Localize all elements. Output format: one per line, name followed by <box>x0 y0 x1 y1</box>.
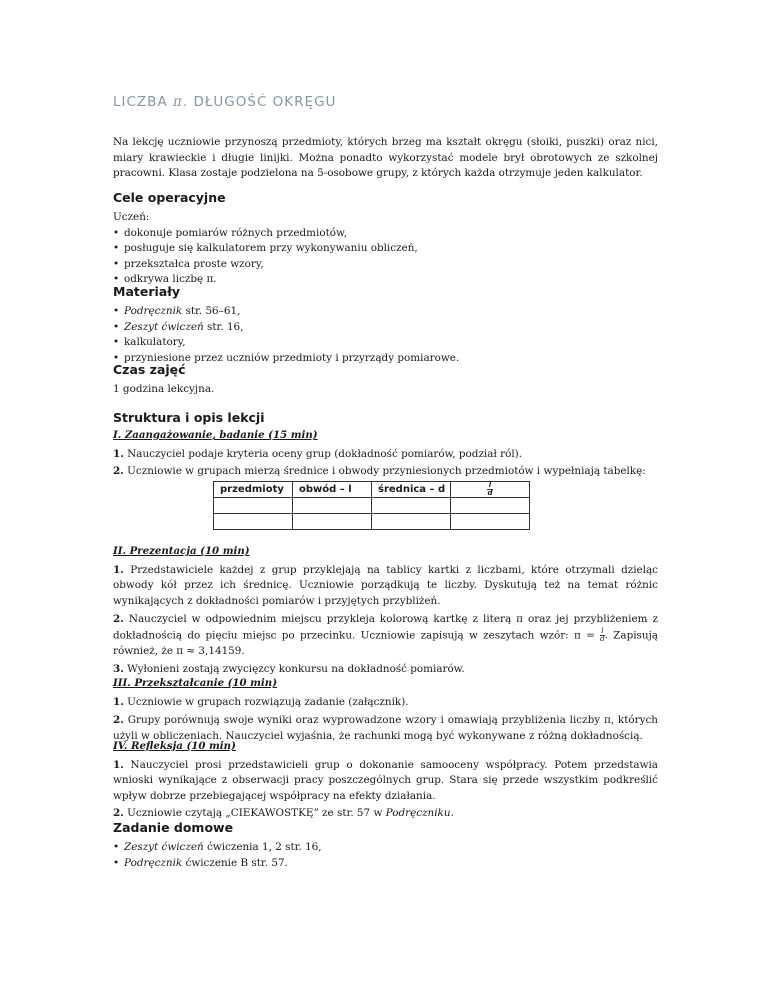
item-text: przyniesione przez uczniów przedmioty i przyrządy pomiarowe. <box>124 351 460 364</box>
section-2-heading: II. Prezentacja (10 min) <box>113 545 250 557</box>
cele-heading: Cele operacyjne <box>113 190 226 205</box>
table-cell <box>451 498 530 514</box>
paragraph-text: Uczniowie czytają „CIEKAWOSTKĘ” ze str. 57 w <box>123 807 386 819</box>
paragraph-italic: Podręczniku. <box>385 807 454 819</box>
table-row <box>214 498 530 514</box>
table-cell <box>293 514 372 530</box>
table-cell <box>372 498 451 514</box>
paragraph-text: Nauczyciel podaje kryteria oceny grup (dokładność pomiarów, podział ról). <box>123 447 523 460</box>
paragraph-text: Nauczyciel w odpowiednim miejscu przykleja kolorową kartkę z literą π oraz jej przybliżeniem z dokładnością do pięciu miejsc po przecinku. Uczniowie zapisują w zeszytach wzór: π = <box>113 613 658 641</box>
table-row <box>214 514 530 530</box>
table-cell <box>293 498 372 514</box>
list-item: • odkrywa liczbę π. <box>113 272 658 288</box>
paragraph-text: . Zapisują również, że π ≈ 3,14159. <box>113 629 658 657</box>
fraction <box>487 482 492 497</box>
title-prefix: LICZBA <box>113 94 168 110</box>
paragraph-text: Wyłonieni zostają zwycięzcy konkursu na dokładność pomiarów. <box>123 663 465 675</box>
table-cell <box>214 514 293 530</box>
paragraph-number: 1. <box>113 695 124 708</box>
czas-text: 1 godzina lekcyjna. <box>113 383 215 395</box>
item-text: str. 16, <box>203 320 244 333</box>
item-text: ćwiczenia 1, 2 str. 16, <box>203 841 322 853</box>
paragraph-text: Grupy porównują swoje wyniki oraz wyprowadzone wzory i omawiają przybliżenia liczby π, których użyli w obliczeniach. Nauczyciel wyjaśnia, że rachunki mogą być wykonywane z różną dokładnością. <box>113 714 658 742</box>
item-italic: Podręcznik <box>124 305 183 317</box>
section-1-heading: I. Zaangażowanie, badanie (15 min) <box>113 429 318 441</box>
list-item <box>113 840 658 856</box>
column-header: przedmioty <box>214 482 293 498</box>
list-item <box>113 856 658 872</box>
struktura-heading: Struktura i opis lekcji <box>113 410 265 425</box>
paragraph-number: 1. <box>113 758 124 771</box>
section-3 <box>113 676 658 744</box>
section-2 <box>113 544 658 678</box>
paragraph-text: Uczniowie w grupach rozwiązują zadanie (załącznik). <box>123 695 409 708</box>
item-italic: Podręcznik <box>124 856 183 869</box>
paragraph-number: 2. <box>113 613 124 625</box>
section-4 <box>113 739 658 822</box>
item-italic: Zeszyt ćwiczeń <box>124 320 204 333</box>
fraction-numerator: l <box>488 481 492 489</box>
item-text: str. 56–61, <box>182 305 241 317</box>
cele-block <box>113 210 658 288</box>
zadanie-heading: Zadanie domowe <box>113 820 234 835</box>
paragraph <box>113 758 658 805</box>
zadanie-list <box>113 840 658 871</box>
fraction-denominator: d <box>600 634 605 643</box>
list-item: • posługuje się kalkulatorem przy wykonywaniu obliczeń, <box>113 241 658 257</box>
zadanie-block <box>113 840 658 871</box>
paragraph-number: 1. <box>113 447 124 460</box>
fraction-numerator: l <box>601 626 604 635</box>
cele-lead: Uczeń: <box>113 211 150 223</box>
paragraph <box>113 464 658 480</box>
list-item <box>113 335 658 351</box>
section-4-heading: IV. Refleksja (10 min) <box>113 740 236 752</box>
table-cell <box>214 498 293 514</box>
table-cell <box>451 514 530 530</box>
list-item <box>113 304 658 320</box>
section-1 <box>113 428 658 480</box>
paragraph-number: 2. <box>113 714 124 726</box>
paragraph-number: 1. <box>113 563 124 576</box>
column-header: średnica – d <box>372 482 451 498</box>
title-pi: π <box>172 94 183 110</box>
item-italic: Zeszyt ćwiczeń <box>124 841 204 853</box>
section-3-heading: III. Przekształcanie (10 min) <box>113 677 278 689</box>
paragraph-number: 2. <box>113 465 124 477</box>
item-text: ćwiczenie B str. 57. <box>182 856 288 869</box>
table-header-row <box>214 482 530 498</box>
table-cell <box>372 514 451 530</box>
item-text: kalkulatory, <box>124 336 186 348</box>
materialy-list <box>113 304 658 366</box>
paragraph-text: Nauczyciel prosi przedstawicieli grup o dokonanie samooceny współpracy. Potem przedstawia wnioski wynikające z obserwacji pracy poszczególnych grup. Stara się przede wszystkim podkreślić wpływ dobrze przebiegającej współpracy na efekty działania. <box>113 758 658 802</box>
column-header: obwód – l <box>293 482 372 498</box>
list-item <box>113 320 658 336</box>
measurement-table <box>213 481 530 530</box>
paragraph-text: Uczniowie w grupach mierzą średnice i obwody przyniesionych przedmiotów i wypełniają tabelkę: <box>123 465 646 477</box>
cele-list <box>113 226 658 288</box>
paragraph <box>113 612 658 659</box>
paragraph <box>113 447 658 463</box>
list-item <box>113 351 658 367</box>
page-title <box>113 94 336 110</box>
czas-heading: Czas zajęć <box>113 362 186 377</box>
materialy-block <box>113 304 658 366</box>
intro-paragraph: Na lekcję uczniowie przynoszą przedmioty, których brzeg ma kształt okręgu (słoiki, puszki) oraz nici, miary krawieckie i długie linijki. Można ponadto wykorzystać modele brył obrotowych ze szkolnej pracowni. Klasa zostaje podzielona na 5-osobowe grupy, z których każda otrzymuje jeden kalkulator. <box>113 136 658 179</box>
paragraph-number: 3. <box>113 663 124 675</box>
paragraph-text: Przedstawiciele każdej z grup przyklejają na tablicy kartki z liczbami, które otrzymali dzieląc obwody kół przez ich średnicę. Uczniowie porządkują te liczby. Dyskutują też na temat różnic wynikających z dokładności pomiarów i przyjętych przybliżeń. <box>113 563 658 607</box>
list-item: • przekształca proste wzory, <box>113 257 658 273</box>
list-item: • dokonuje pomiarów różnych przedmiotów, <box>113 226 658 242</box>
materialy-heading: Materiały <box>113 284 180 299</box>
column-header <box>451 482 530 498</box>
fraction-denominator: d <box>487 489 493 497</box>
paragraph-number: 2. <box>113 807 124 819</box>
title-suffix: . DŁUGOŚĆ OKRĘGU <box>182 94 337 110</box>
paragraph <box>113 563 658 610</box>
paragraph <box>113 695 658 711</box>
